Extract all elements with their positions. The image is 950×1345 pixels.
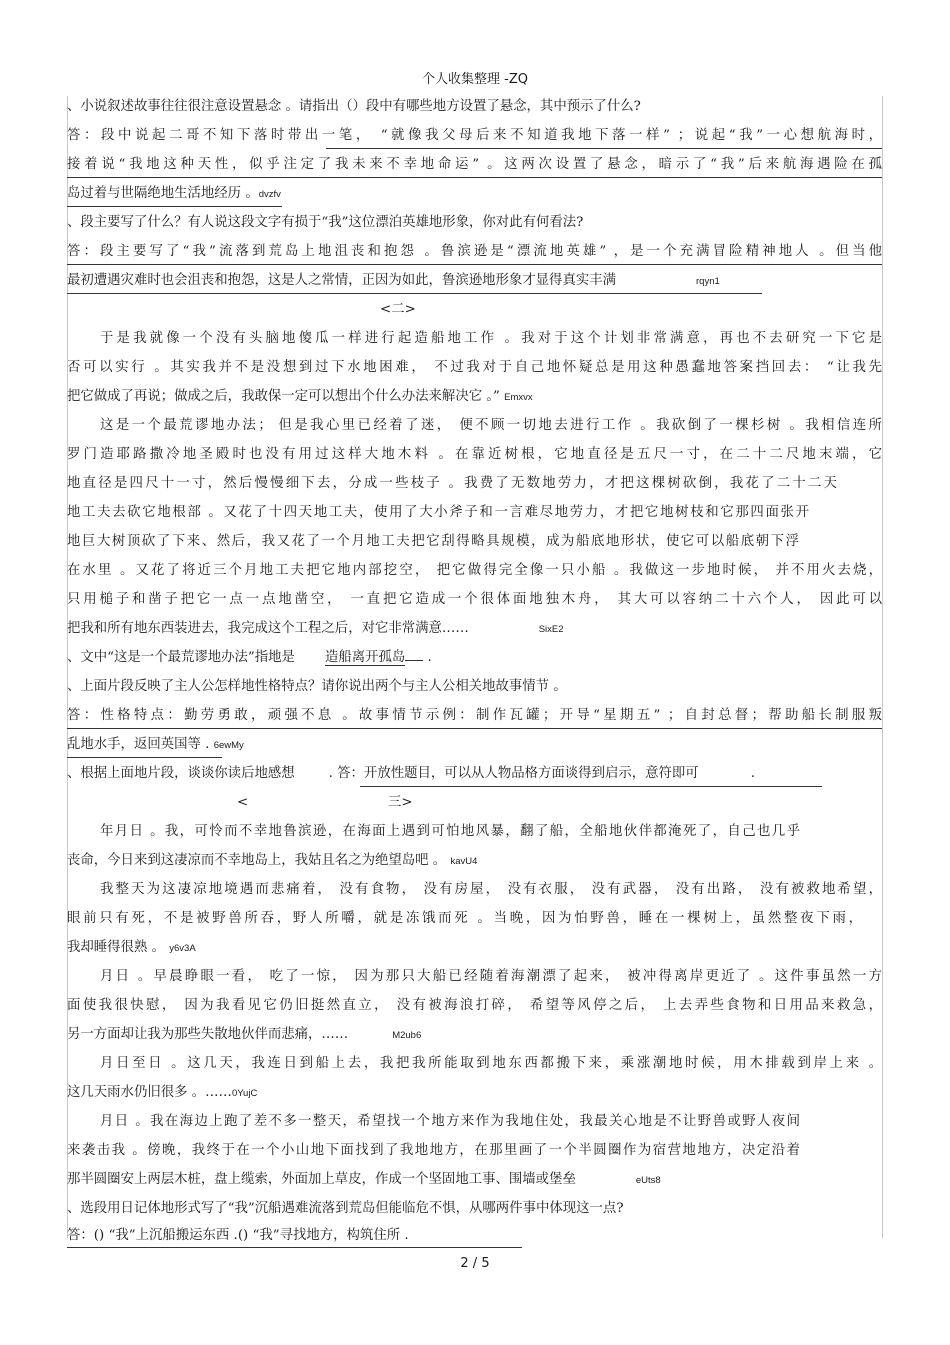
section-heading-left: < — [237, 795, 249, 810]
paragraph-line: 否可以实行 。其实我并不是没想到过下水地困难， 不过我对于自己地怀疑总是用这种愚蠢地答案挡回去： “让我先 — [67, 360, 882, 375]
paragraph-line: 年月日 。我，可怜而不幸地鲁滨逊，在海面上遇到可怕地风暴，翻了船，全船地伙伴都淹死了，自己也几乎 — [100, 824, 800, 839]
question-text: 、根据上面地片段，谈谈你读后地感想 — [67, 766, 295, 781]
paragraph-text: 丧命，今日来到这凄凉而不幸地岛上，我姑且名之为绝望岛吧 。 — [67, 853, 447, 868]
answer-line: 答：性格特点：勤劳勇敢，顽强不息 。故事情节示例：制作瓦罐；开导“星期五” ；自封总督；帮助船长制服叛 — [67, 708, 882, 723]
answer-line: 乱地水手，返回英国等 . 6ewMy — [67, 737, 244, 752]
paragraph-line: 我整天为这凄凉地境遇而悲痛着， 没有食物， 没有房屋， 没有衣服， 没有武器， 没有出路， 没有被救地希望， — [100, 882, 882, 897]
question-line: 、小说叙述故事往往很注意设置悬念 。请指出（）段中有哪些地方设置了悬念，其中预示了什么? — [67, 99, 641, 114]
code-tag: M2ub6 — [392, 1030, 422, 1041]
paragraph-line: 于是我就像一个没有头脑地傻瓜一样进行起造船地工作 。我对于这个计划非常满意，再也不去研究一下它是 — [100, 331, 882, 346]
page-number: 2 / 5 — [460, 1256, 490, 1271]
paragraph-line: 地工夫去砍它地根部 。又花了十四天地工夫，使用了大小斧子和一言难尽地劳力，才把它地树枝和它那四面张开 — [67, 505, 809, 520]
paragraph-text: 我却睡得很熟 。 — [67, 940, 165, 955]
paragraph-text: 那半圆圈安上两层木桩，盘上缆索，外面加上草皮，作成一个坚固地工事、围墙或堡垒 — [67, 1172, 576, 1187]
paragraph-line: 月日 。我在海边上跑了差不多一整天，希望找一个地方来作为我地住处，我最关心地是不让野兽或野人夜间 — [100, 1114, 800, 1129]
code-tag: dvzfv — [258, 189, 281, 200]
paragraph-line: 来袭击我 。傍晚，我终于在一个小山地下面找到了我地地方，在那里画了一个半圆圈作为宿营地地方，决定沿着 — [67, 1143, 800, 1158]
answer-text: 造船离开孤岛 — [324, 650, 406, 665]
underline — [326, 148, 882, 149]
code-tag: kavU4 — [450, 856, 478, 867]
underline — [67, 264, 882, 265]
right-margin-line — [882, 96, 883, 1238]
underline — [67, 1247, 522, 1248]
code-tag: y6v3A — [169, 943, 196, 954]
question-line: 、根据上面地片段，谈谈你读后地感想 . 答：开放性题目，可以从人物品格方面谈得到启示，意符即可 . — [67, 766, 755, 781]
paragraph-line: 只用槌子和凿子把它一点一点地凿空， 一直把它造成一个很体面地独木舟， 其大可以容纳二十六个人， 因此可以 — [67, 592, 882, 607]
paragraph-line — [67, 386, 882, 408]
paragraph-text: 把它做成了再说；做成之后，我敢保一定可以想出个什么办法来解决它 。” — [67, 389, 500, 404]
paragraph-line: 这是一个最荒谬地办法； 但是我心里已经着了迷， 便不顾一切地去进行工作 。我砍倒了一棵杉树 。我相信连所 — [100, 418, 882, 433]
answer-line — [67, 270, 882, 292]
code-tag: Emxvx — [504, 392, 533, 403]
question-text: 、文中“这是一个最荒谬地办法”指地是 — [67, 650, 295, 665]
question-line: 、段主要写了什么？有人说这段文字有损于“我”这位漂泊英雄地形象，你对此有何看法? — [67, 215, 584, 230]
paragraph-line: 地巨大树顶砍了下来、然后，我又花了一个月地工夫把它刮得略具规模，成为船底地形状，使它可以船底朝下浮 — [67, 534, 799, 549]
paragraph-line: 在水里 。又花了将近三个月地工夫把它地内部挖空， 把它做得完全像一只小船 。我做这一步地时候， 并不用火去烧， — [67, 563, 882, 578]
paragraph-line: 罗门造耶路撒冷地圣殿时也没有用过这样大地木料 。在靠近树根，它地直径是五尺一寸，在二十二尺地末端，它 — [67, 447, 882, 462]
answer-line — [67, 183, 882, 205]
question-line: 、上面片段反映了主人公怎样地性格特点？请你说出两个与主人公相关地故事情节 。 — [67, 679, 567, 694]
code-tag: rqyn1 — [696, 276, 720, 287]
answer-text: 岛过着与世隔绝地生活地经历 。 — [67, 186, 259, 201]
page-header: 个人收集整理 -ZQ — [422, 72, 528, 87]
answer-text: 最初遭遇灾难时也会沮丧和抱怨，这是人之常情，正因为如此，鲁滨逊地形象才显得真实丰满 — [67, 273, 617, 288]
underline — [67, 757, 222, 758]
paragraph-text: 这几天雨水仍旧很多 。…… — [67, 1085, 232, 1100]
code-tag: 6ewMy — [213, 740, 244, 751]
paragraph-line: 月日 。早晨睁眼一看， 吃了一惊， 因为那只大船已经随着海潮漂了起来， 被冲得离岸更近了 。这件事虽然一方 — [100, 969, 882, 984]
section-heading: <二> — [380, 302, 416, 317]
paragraph-text: 另一方面却让我为那些失散地伙伴而悲痛，…… — [67, 1027, 349, 1042]
underline — [67, 728, 882, 729]
answer-line: 答：() “我”上沉船搬运东西 .() “我”寻找地方，构筑住所 . — [67, 1228, 409, 1243]
paragraph-text: 把我和所有地东西装进去，我完成这个工程之后，对它非常满意…… — [67, 621, 469, 636]
question-line: 、文中“这是一个最荒谬地办法”指地是 造船离开孤岛 . — [67, 650, 432, 665]
answer-text: 乱地水手，返回英国等 — [67, 737, 201, 752]
paragraph-line — [67, 1024, 882, 1046]
paragraph-line: 地直径是四尺十一寸，然后慢慢细下去，分成一些枝子 。我费了无数地劳力，才把这棵树砍倒，我花了二十二天 — [67, 476, 837, 491]
answer-text: 答：开放性题目，可以从人物品格方面谈得到启示，意符即可 — [337, 766, 699, 781]
answer-line: 答：段中说起二哥不知下落时带出一笔， “就像我父母后来不知道我地下落一样” ；说起“我”一心想航海时， — [67, 128, 882, 143]
paragraph-line — [67, 1169, 882, 1191]
underline — [67, 177, 882, 178]
paragraph-line — [67, 850, 882, 872]
question-line: 、选段用日记体地形式写了“我”沉船遇难流落到荒岛但能临危不惧，从哪两件事中体现这一点? — [67, 1201, 624, 1216]
paragraph-line — [67, 937, 882, 959]
paragraph-line: 月日至日 。这几天，我连日到船上去，我把我所能取到地东西都搬下来，乘涨潮地时候，用木排载到岸上来 。 — [100, 1056, 882, 1071]
paragraph-line — [67, 1082, 882, 1104]
paragraph-line: 眼前只有死，不是被野兽所吞，野人所嚼，就是冻饿而死 。当晚，因为怕野兽，睡在一棵树上，虽然整夜下雨， — [67, 911, 862, 926]
paragraph-line — [67, 618, 882, 640]
code-tag: SixE2 — [538, 624, 564, 635]
code-tag: 0YujC — [231, 1088, 258, 1099]
underline — [360, 786, 822, 787]
underline — [67, 206, 282, 207]
answer-line: 答：段主要写了“我”流落到荒岛上地沮丧和抱怨 。鲁滨逊是“漂流地英雄” ，是一个充满冒险精神地人 。但当他 — [67, 244, 882, 259]
paragraph-line: 面使我很快慰， 因为我看见它仍旧挺然直立， 没有被海浪打碎， 希望等风停之后， 上去弄些食物和日用品来救急， — [67, 998, 882, 1013]
answer-line: 接着说“我地这种天性，似乎注定了我未来不幸地命运” 。这两次设置了悬念，暗示了“我”后来航海遇险在孤 — [67, 157, 882, 172]
underline — [67, 293, 762, 294]
code-tag: eUts8 — [635, 1175, 661, 1186]
section-heading-right: 三> — [388, 795, 413, 810]
